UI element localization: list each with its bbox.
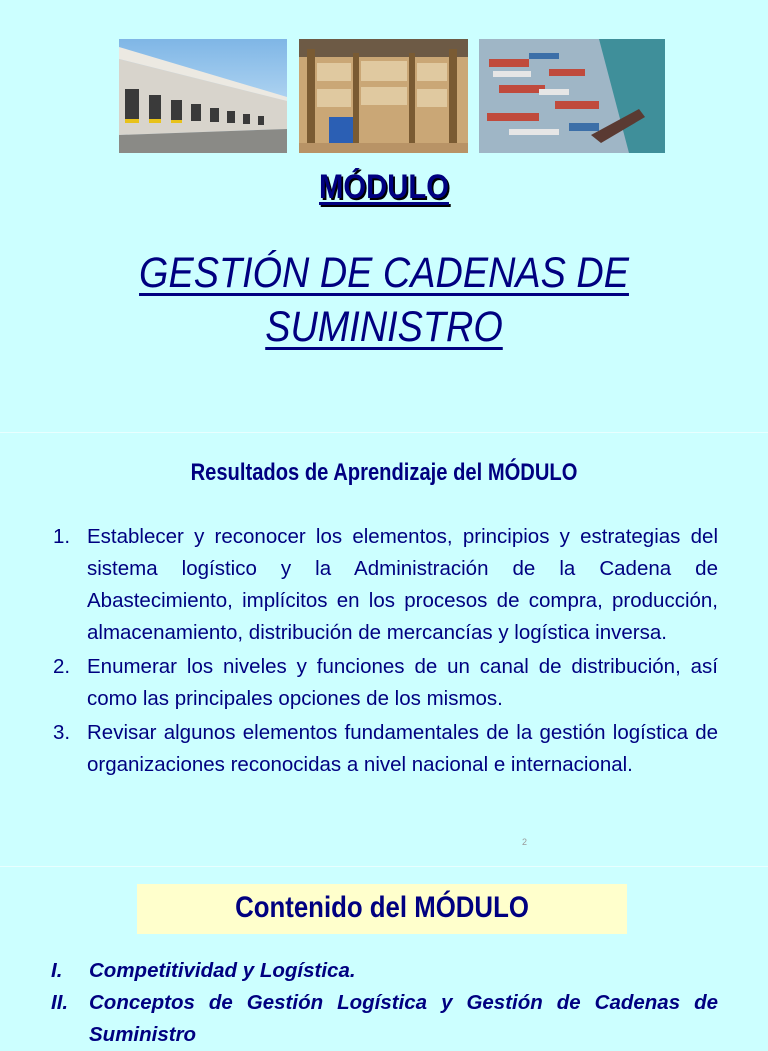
course-title bbox=[120, 246, 648, 354]
item-number: 2. bbox=[53, 655, 71, 678]
list-item bbox=[50, 717, 718, 781]
list-item bbox=[50, 651, 718, 715]
course-title-line2: SUMINISTRO bbox=[265, 303, 503, 351]
item-text: Conceptos de Gestión Logística y Gestión de Cadenas de Suministro bbox=[89, 991, 718, 1046]
item-text: Enumerar los niveles y funciones de un canal de distribución, así como las principales opciones de los mismos. bbox=[87, 655, 718, 710]
item-number: II. bbox=[51, 991, 69, 1014]
list-item bbox=[48, 955, 718, 987]
page-number: 2 bbox=[522, 837, 528, 847]
list-item bbox=[48, 987, 718, 1051]
item-text: Establecer y reconocer los elementos, principios y estrategias del sistema logístico y la Administración de la Cadena de Abastecimiento, implícitos en los procesos de compra, producción, almacenamiento, distribución de mercancías y logística inversa. bbox=[87, 525, 718, 644]
item-number: 1. bbox=[53, 525, 71, 548]
contents-title: Contenido del MÓDULO bbox=[235, 891, 529, 924]
item-number: I. bbox=[51, 959, 63, 982]
port-containers-photo bbox=[479, 39, 665, 153]
slide-title bbox=[0, 0, 768, 432]
item-text: Revisar algunos elementos fundamentales de la gestión logística de organizaciones reconocidas a nivel nacional e internacional. bbox=[87, 721, 718, 776]
warehouse-exterior-photo bbox=[119, 39, 287, 153]
slide-learning-outcomes bbox=[0, 433, 768, 866]
learning-outcomes-list bbox=[50, 521, 718, 783]
list-item bbox=[50, 521, 718, 649]
contents-list bbox=[48, 955, 718, 1051]
slide-contents bbox=[0, 867, 768, 1046]
module-label: MÓDULO bbox=[319, 168, 449, 206]
item-number: 3. bbox=[53, 721, 71, 744]
contents-title-box bbox=[137, 884, 627, 934]
course-title-line1: GESTIÓN DE CADENAS DE bbox=[139, 249, 629, 297]
item-text: Competitividad y Logística. bbox=[89, 959, 356, 982]
warehouse-interior-photo bbox=[299, 39, 468, 153]
learning-outcomes-title: Resultados de Aprendizaje del MÓDULO bbox=[190, 459, 578, 486]
